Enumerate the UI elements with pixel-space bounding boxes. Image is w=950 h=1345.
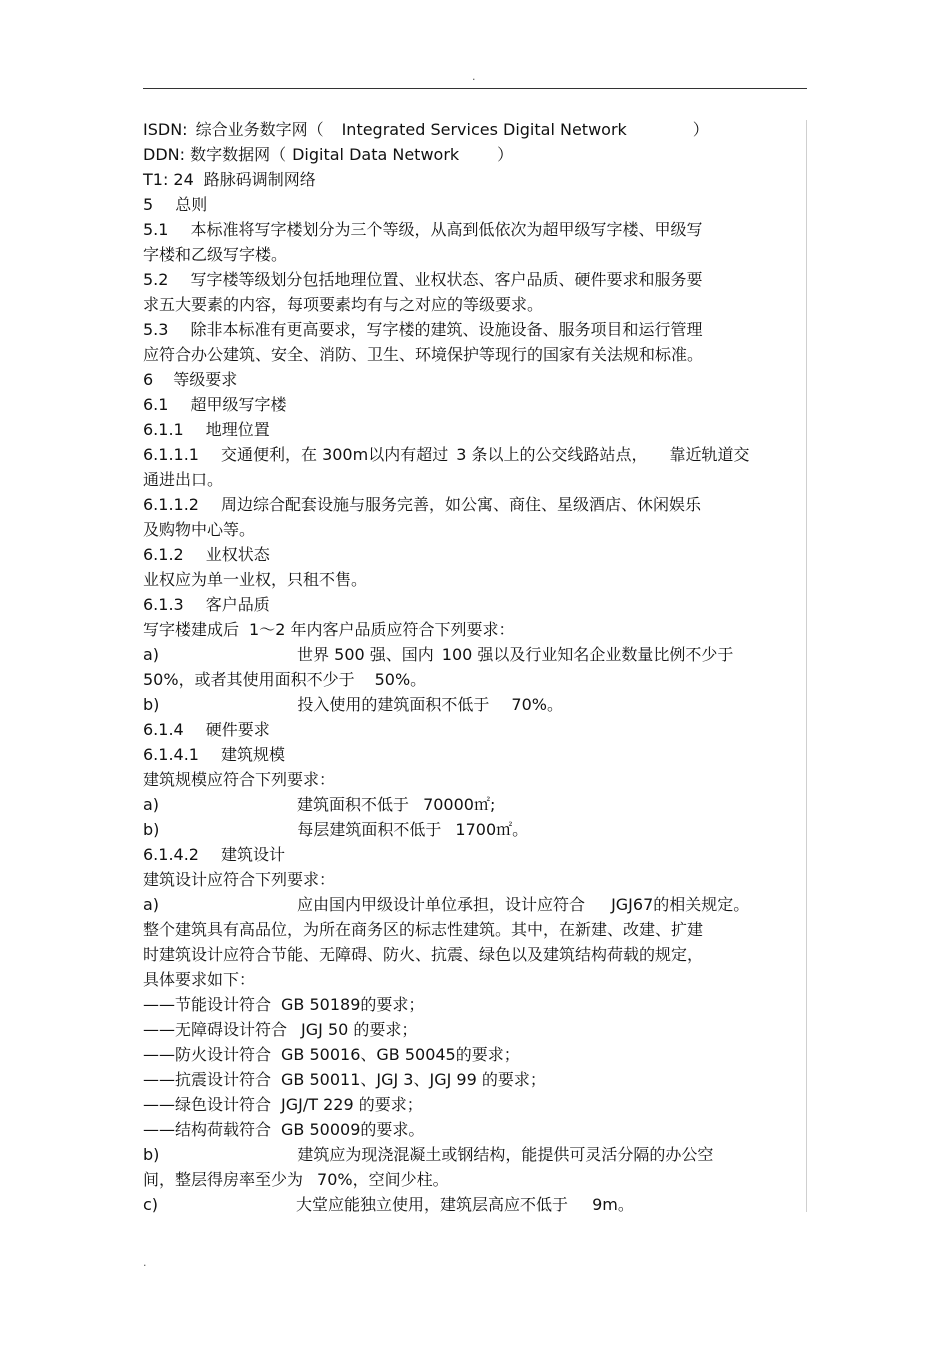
text-line: [143, 217, 808, 242]
document-body: [143, 117, 808, 1217]
text-line: [143, 992, 808, 1017]
text-line: [143, 392, 808, 417]
text-segment: 5.1: [143, 220, 169, 239]
text-segment: 建筑规模应符合下列要求：: [143, 770, 336, 789]
text-line: [143, 492, 808, 517]
text-segment: 客户品质: [205, 595, 270, 614]
text-segment: a): [143, 645, 160, 664]
text-segment: ）: [692, 120, 709, 139]
text-segment: 投入使用的建筑面积不低于: [297, 695, 490, 714]
text-segment: 整个建筑具有高品位，为所在商务区的标志性建筑。其中，在新建、改建、扩建: [143, 920, 704, 939]
text-line: [143, 592, 808, 617]
text-segment: JGJ67的相关规定。: [611, 895, 750, 914]
text-segment: 交通便利，在 300m以内有超过: [220, 445, 449, 464]
text-segment: 6.1.3: [143, 595, 184, 614]
text-segment: ——绿色设计符合: [143, 1095, 272, 1114]
text-line: [143, 142, 808, 167]
text-segment: 70000㎡;: [423, 795, 496, 814]
text-line: [143, 867, 808, 892]
text-segment: 6.1.1.2: [143, 495, 199, 514]
text-line: [143, 1017, 808, 1042]
text-segment: ——防火设计符合: [143, 1045, 272, 1064]
text-segment: Integrated Services Digital Network: [341, 120, 627, 139]
text-segment: GB 50016、GB 50045的要求；: [281, 1045, 520, 1064]
text-segment: 70%。: [511, 695, 563, 714]
text-segment: ISDN:: [143, 120, 188, 139]
text-segment: 业权状态: [205, 545, 270, 564]
text-segment: 50%，或者其使用面积不少于: [143, 670, 355, 689]
text-line: [143, 667, 808, 692]
text-segment: GB 50011、JGJ 3、JGJ 99 的要求；: [281, 1070, 546, 1089]
text-segment: 字楼和乙级写字楼。: [143, 245, 288, 264]
text-segment: GB 50189的要求；: [281, 995, 425, 1014]
text-segment: 建筑面积不低于: [297, 795, 410, 814]
text-line: [143, 317, 808, 342]
text-segment: 路脉码调制网络: [203, 170, 316, 189]
text-segment: 5: [143, 195, 154, 214]
text-segment: b): [143, 695, 160, 714]
text-line: [143, 567, 808, 592]
text-line: [143, 617, 808, 642]
text-segment: 50%。: [374, 670, 427, 689]
text-line: [143, 167, 808, 192]
text-line: [143, 467, 808, 492]
text-line: [143, 242, 808, 267]
text-line: [143, 792, 808, 817]
header-rule: [143, 88, 807, 89]
text-segment: Digital Data Network: [292, 145, 460, 164]
text-line: [143, 642, 808, 667]
text-segment: 通进出口。: [143, 470, 224, 489]
text-line: [143, 267, 808, 292]
text-segment: 6.1.4.1: [143, 745, 199, 764]
text-line: [143, 692, 808, 717]
text-segment: 间，整层得房率至少为: [143, 1170, 304, 1189]
text-segment: 5.2: [143, 270, 169, 289]
text-line: [143, 517, 808, 542]
text-line: [143, 117, 808, 142]
text-segment: ——无障碍设计符合: [143, 1020, 288, 1039]
text-segment: ——节能设计符合: [143, 995, 272, 1014]
text-segment: 写字楼等级划分包括地理位置、业权状态、客户品质、硬件要求和服务要: [190, 270, 703, 289]
text-segment: JGJ 50 的要求；: [301, 1020, 418, 1039]
text-segment: a): [143, 895, 160, 914]
text-segment: 总则: [175, 195, 208, 214]
text-segment: 应符合办公建筑、安全、消防、卫生、环境保护等现行的国家有关法规和标准。: [143, 345, 704, 364]
text-segment: b): [143, 1145, 160, 1164]
text-segment: 6.1.1.1: [143, 445, 199, 464]
text-segment: 应由国内甲级设计单位承担，设计应符合: [297, 895, 586, 914]
text-segment: T1: 24: [143, 170, 194, 189]
text-segment: a): [143, 795, 160, 814]
text-segment: 1～2 年内客户品质应符合下列要求：: [249, 620, 515, 639]
text-segment: 业权应为单一业权，只租不售。: [143, 570, 368, 589]
text-segment: ——结构荷载符合: [143, 1120, 272, 1139]
text-line: [143, 1192, 808, 1217]
text-segment: 等级要求: [173, 370, 238, 389]
text-segment: 建筑规模: [220, 745, 285, 764]
text-segment: c): [143, 1195, 159, 1214]
text-segment: 每层建筑面积不低于: [297, 820, 442, 839]
text-segment: 9m。: [592, 1195, 634, 1214]
text-line: [143, 967, 808, 992]
text-line: [143, 367, 808, 392]
text-line: [143, 417, 808, 442]
text-segment: JGJ/T 229 的要求；: [281, 1095, 423, 1114]
text-segment: 具体要求如下：: [143, 970, 256, 989]
text-line: [143, 842, 808, 867]
text-segment: 1700㎡。: [455, 820, 529, 839]
text-segment: b): [143, 820, 160, 839]
footer-dot: .: [143, 1256, 147, 1269]
text-segment: 100 强以及行业知名企业数量比例不少于: [441, 645, 734, 664]
text-line: [143, 1042, 808, 1067]
text-segment: 及购物中心等。: [143, 520, 256, 539]
text-segment: 建筑设计应符合下列要求：: [143, 870, 336, 889]
text-line: [143, 767, 808, 792]
text-segment: DDN: 数字数据网（: [143, 145, 287, 164]
text-segment: 3 条以上的公交线路站点，: [456, 445, 648, 464]
text-segment: GB 50009的要求。: [281, 1120, 425, 1139]
text-segment: 6: [143, 370, 154, 389]
text-segment: 大堂应能独立使用，建筑层高应不低于: [296, 1195, 569, 1214]
text-line: [143, 892, 808, 917]
text-segment: ）: [497, 145, 514, 164]
text-segment: 6.1.4.2: [143, 845, 199, 864]
text-segment: 建筑应为现浇混凝土或钢结构，能提供可灵活分隔的办公空: [297, 1145, 714, 1164]
text-segment: 超甲级写字楼: [190, 395, 287, 414]
text-line: [143, 442, 808, 467]
text-segment: 70%，空间少柱。: [317, 1170, 449, 1189]
text-segment: 6.1.1: [143, 420, 184, 439]
text-line: [143, 1092, 808, 1117]
text-segment: 5.3: [143, 320, 169, 339]
text-line: [143, 1142, 808, 1167]
text-segment: 建筑设计: [220, 845, 285, 864]
text-line: [143, 1167, 808, 1192]
text-segment: 写字楼建成后: [143, 620, 240, 639]
text-segment: 6.1.4: [143, 720, 184, 739]
text-line: [143, 1117, 808, 1142]
text-segment: 综合业务数字网（: [195, 120, 324, 139]
text-line: [143, 942, 808, 967]
text-line: [143, 717, 808, 742]
text-segment: 除非本标准有更高要求，写字楼的建筑、设施设备、服务项目和运行管理: [190, 320, 703, 339]
text-segment: 世界 500 强、国内: [297, 645, 434, 664]
text-line: [143, 192, 808, 217]
text-segment: 6.1: [143, 395, 169, 414]
text-line: [143, 1067, 808, 1092]
text-line: [143, 292, 808, 317]
text-segment: ——抗震设计符合: [143, 1070, 272, 1089]
text-segment: 地理位置: [205, 420, 270, 439]
text-segment: 本标准将写字楼划分为三个等级，从高到低依次为超甲级写字楼、甲级写: [190, 220, 703, 239]
text-segment: 靠近轨道交: [669, 445, 750, 464]
text-segment: 周边综合配套设施与服务完善，如公寓、商住、星级酒店、休闲娱乐: [220, 495, 701, 514]
header-dot: .: [472, 70, 476, 83]
text-segment: 6.1.2: [143, 545, 184, 564]
text-line: [143, 742, 808, 767]
text-line: [143, 817, 808, 842]
text-line: [143, 917, 808, 942]
text-line: [143, 342, 808, 367]
text-segment: 求五大要素的内容，每项要素均有与之对应的等级要求。: [143, 295, 544, 314]
text-line: [143, 542, 808, 567]
text-segment: 硬件要求: [205, 720, 270, 739]
text-segment: 时建筑设计应符合节能、无障碍、防火、抗震、绿色以及建筑结构荷载的规定，: [143, 945, 704, 964]
